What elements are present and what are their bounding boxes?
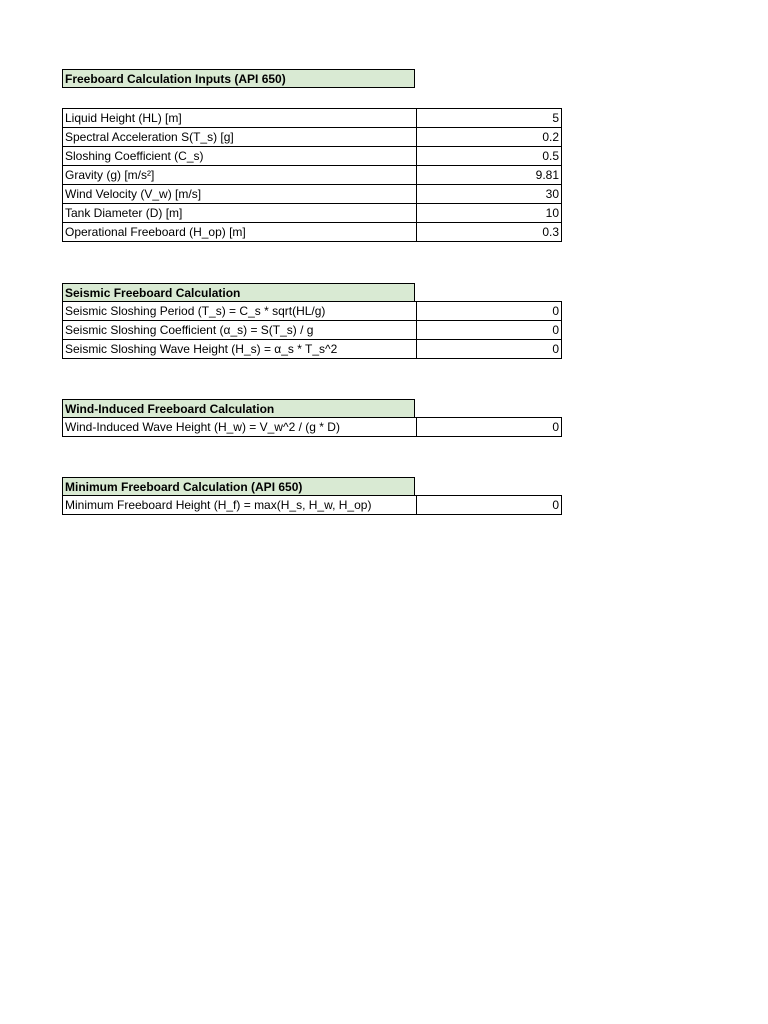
minimum-label[interactable]: Minimum Freeboard Height (H_f) = max(H_s, H_w, H_op) [63, 496, 417, 515]
seismic-value[interactable]: 0 [417, 321, 562, 340]
table-row [63, 204, 562, 223]
input-value[interactable]: 5 [417, 109, 562, 128]
minimum-table [62, 495, 562, 515]
input-value[interactable]: 0.2 [417, 128, 562, 147]
seismic-table [62, 301, 562, 359]
inputs-table-block [62, 108, 562, 242]
wind-table [62, 417, 562, 437]
seismic-value[interactable]: 0 [417, 302, 562, 321]
input-label[interactable]: Operational Freeboard (H_op) [m] [63, 223, 417, 242]
seismic-block [62, 283, 562, 359]
input-value[interactable]: 30 [417, 185, 562, 204]
table-row [63, 185, 562, 204]
input-value[interactable]: 0.5 [417, 147, 562, 166]
seismic-label[interactable]: Seismic Sloshing Coefficient (α_s) = S(T_s) / g [63, 321, 417, 340]
input-value[interactable]: 0.3 [417, 223, 562, 242]
table-row [63, 302, 562, 321]
input-value[interactable]: 10 [417, 204, 562, 223]
input-label[interactable]: Wind Velocity (V_w) [m/s] [63, 185, 417, 204]
table-row [63, 321, 562, 340]
minimum-block [62, 477, 562, 515]
inputs-table [62, 108, 562, 242]
wind-block [62, 399, 562, 437]
table-row [63, 340, 562, 359]
wind-header[interactable]: Wind-Induced Freeboard Calculation [62, 399, 415, 418]
table-row [63, 166, 562, 185]
seismic-label[interactable]: Seismic Sloshing Period (T_s) = C_s * sqrt(HL/g) [63, 302, 417, 321]
inputs-header-block [62, 69, 415, 88]
seismic-label[interactable]: Seismic Sloshing Wave Height (H_s) = α_s * T_s^2 [63, 340, 417, 359]
wind-value[interactable]: 0 [417, 418, 562, 437]
input-label[interactable]: Liquid Height (HL) [m] [63, 109, 417, 128]
minimum-value[interactable]: 0 [417, 496, 562, 515]
table-row [63, 147, 562, 166]
table-row [63, 128, 562, 147]
inputs-header[interactable]: Freeboard Calculation Inputs (API 650) [62, 69, 415, 88]
table-row [63, 418, 562, 437]
wind-label[interactable]: Wind-Induced Wave Height (H_w) = V_w^2 / (g * D) [63, 418, 417, 437]
seismic-value[interactable]: 0 [417, 340, 562, 359]
input-label[interactable]: Sloshing Coefficient (C_s) [63, 147, 417, 166]
input-label[interactable]: Spectral Acceleration S(T_s) [g] [63, 128, 417, 147]
input-value[interactable]: 9.81 [417, 166, 562, 185]
table-row [63, 109, 562, 128]
seismic-header[interactable]: Seismic Freeboard Calculation [62, 283, 415, 302]
table-row [63, 496, 562, 515]
table-row [63, 223, 562, 242]
minimum-header[interactable]: Minimum Freeboard Calculation (API 650) [62, 477, 415, 496]
input-label[interactable]: Tank Diameter (D) [m] [63, 204, 417, 223]
input-label[interactable]: Gravity (g) [m/s²] [63, 166, 417, 185]
